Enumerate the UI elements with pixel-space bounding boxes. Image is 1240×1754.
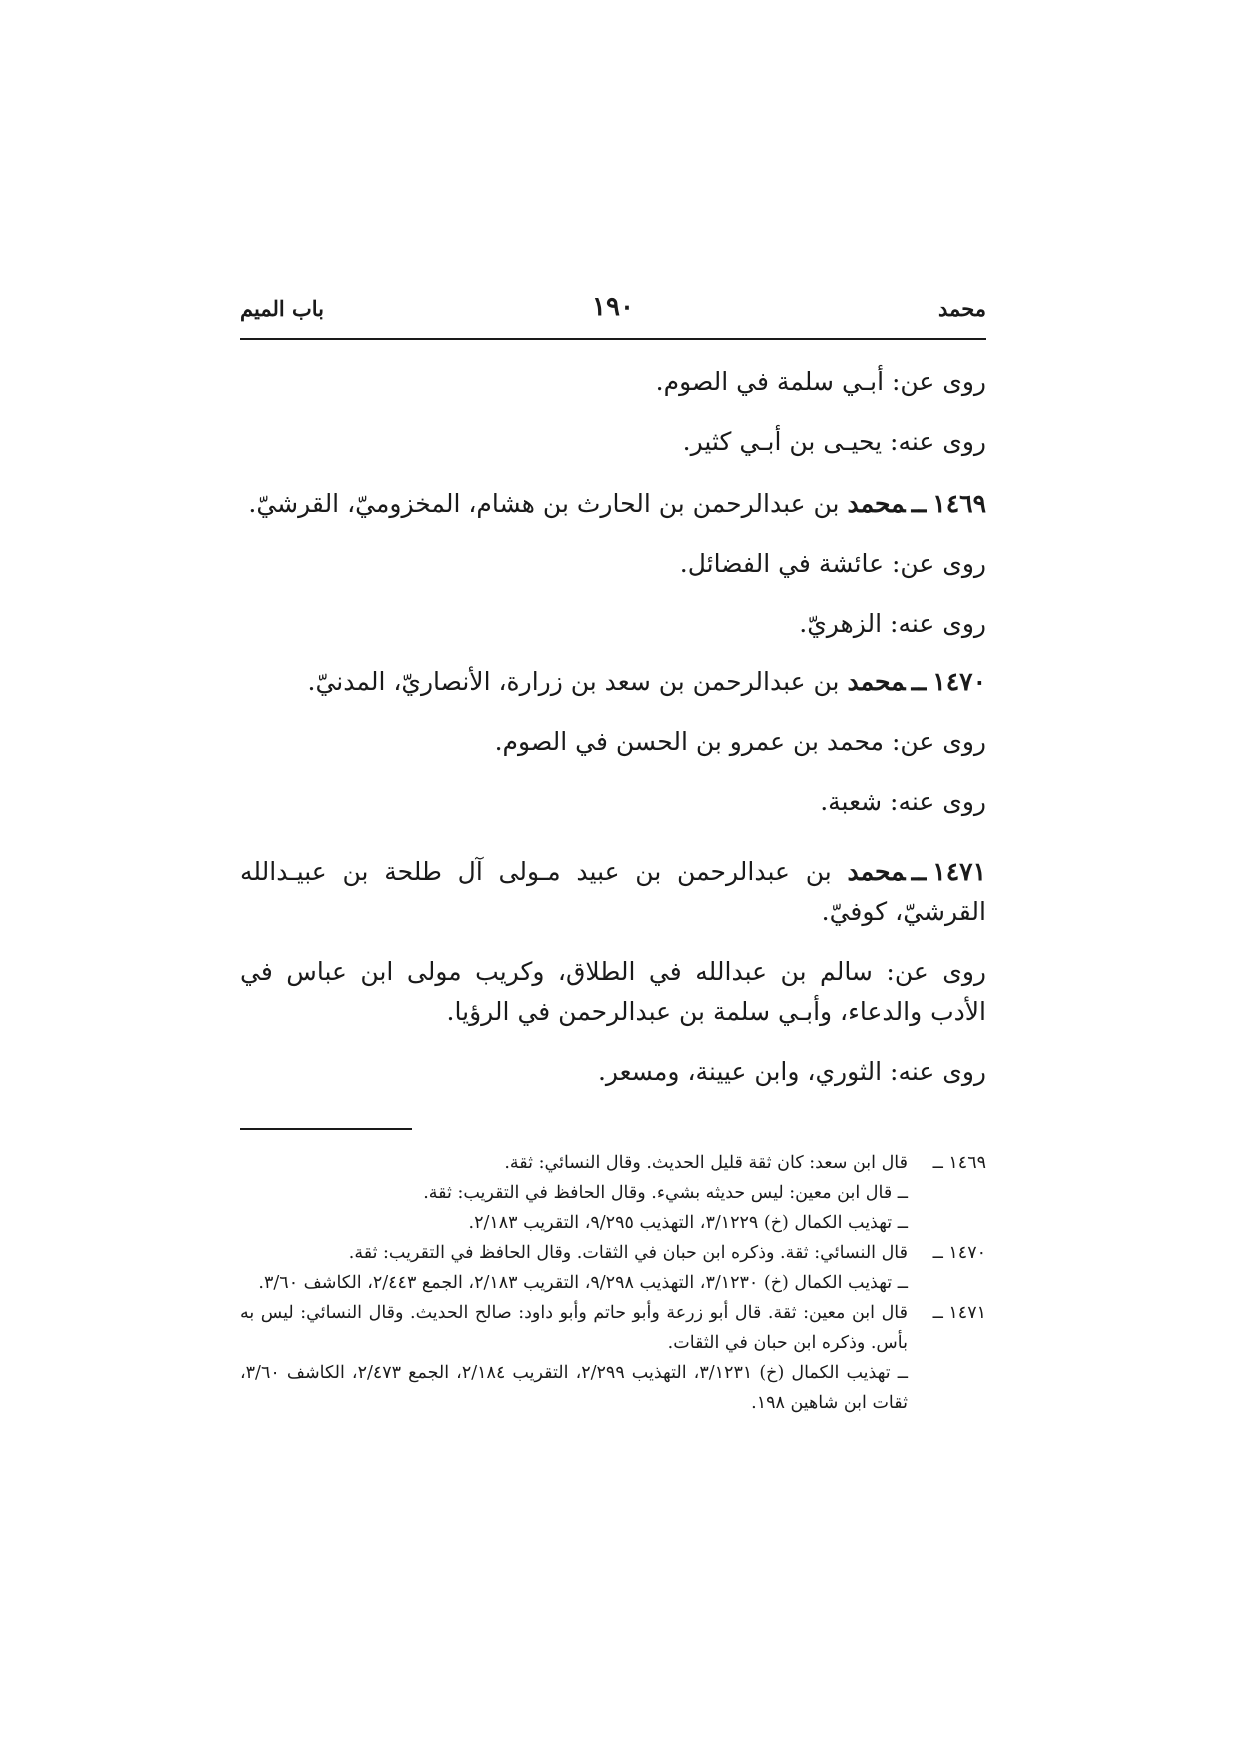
footnote-1471 bbox=[240, 1298, 986, 1418]
main-text bbox=[240, 362, 986, 1092]
entry-dash: ــ bbox=[911, 489, 927, 518]
footnote-number: ١٤٧٠ ــ bbox=[932, 1243, 986, 1263]
running-head-chapter: باب الميم bbox=[240, 296, 325, 321]
entry-lineage: بن عبدالرحمن بن سعد بن زرارة، الأنصاريّ، المدنيّ. bbox=[307, 667, 840, 696]
footnote-rule bbox=[240, 1128, 412, 1130]
footnotes bbox=[240, 1148, 986, 1418]
running-head bbox=[240, 292, 986, 330]
entry-number: ١٤٧١ bbox=[932, 857, 986, 886]
entry-name: محمد bbox=[847, 857, 906, 886]
narrated-from-line: روى عن: سالم بن عبدالله في الطلاق، وكريب مولى ابن عباس في الأدب والدعاء، وأبـي سلمة بن عبدالرحمن في الرؤيا. bbox=[240, 957, 986, 1026]
entry-name: محمد bbox=[847, 667, 906, 696]
narrated-from-line: روى عن: أبـي سلمة في الصوم. bbox=[655, 367, 986, 396]
footnote-1470 bbox=[240, 1238, 986, 1298]
entry-1470 bbox=[240, 662, 986, 702]
entry-lineage: بن عبدالرحمن بن الحارث بن هشام، المخزوميّ، القرشيّ. bbox=[248, 489, 840, 518]
entry-number: ١٤٧٠ bbox=[932, 667, 986, 696]
narrated-by-line: روى عنه: الثوري، وابن عيينة، ومسعر. bbox=[597, 1057, 986, 1086]
footnote-text bbox=[240, 1238, 908, 1298]
narrated-by-line: روى عنه: يحيـى بن أبـي كثير. bbox=[682, 427, 986, 456]
narrated-from-line: روى عن: محمد بن عمرو بن الحسن في الصوم. bbox=[494, 727, 986, 756]
footnote-line: قال النسائي: ثقة. وذكره ابن حبان في الثقات. وقال الحافظ في التقريب: ثقة. bbox=[348, 1243, 908, 1263]
entry-number: ١٤٦٩ bbox=[932, 489, 986, 518]
footnote-line: ــ تهذيب الكمال (خ) ٣/١٢٣١، التهذيب ٢/٢٩٩، التقريب ٢/١٨٤، الجمع ٢/٤٧٣، الكاشف ٣/٦٠، ثقات ابن شاهين ١٩٨. bbox=[240, 1363, 909, 1413]
narrated-from-line: روى عن: عائشة في الفضائل. bbox=[679, 549, 986, 578]
entry-name: محمد bbox=[847, 489, 906, 518]
narrated-by-line: روى عنه: شعبة. bbox=[820, 787, 986, 816]
footnote-line: ــ تهذيب الكمال (خ) ٣/١٢٣٠، التهذيب ٩/٢٩٨، التقريب ٢/١٨٣، الجمع ٢/٤٤٣، الكاشف ٣/٦٠. bbox=[258, 1273, 908, 1293]
entry-dash: ــ bbox=[911, 667, 927, 696]
footnote-number: ١٤٦٩ ــ bbox=[932, 1153, 986, 1173]
footnote-line: ــ قال ابن معين: ليس حديثه بشيء. وقال الحافظ في التقريب: ثقة. bbox=[423, 1183, 908, 1203]
running-head-entry-name: محمد bbox=[938, 296, 986, 321]
footnote-text bbox=[240, 1148, 908, 1238]
footnote-line: قال ابن معين: ثقة. قال أبو زرعة وأبو حاتم وأبو داود: صالح الحديث. وقال النسائي: ليس به بأس. وذكره ابن حبان في الثقات. bbox=[240, 1303, 908, 1353]
footnote-line: ــ تهذيب الكمال (خ) ٣/١٢٢٩، التهذيب ٩/٢٩٥، التقريب ٢/١٨٣. bbox=[468, 1213, 908, 1233]
footnote-text bbox=[240, 1298, 908, 1418]
footnote-1469 bbox=[240, 1148, 986, 1238]
header-rule bbox=[240, 338, 986, 340]
entry-1469 bbox=[240, 484, 986, 524]
entry-dash: ــ bbox=[911, 857, 927, 886]
footnote-number: ١٤٧١ ــ bbox=[932, 1303, 986, 1323]
page-number: ١٩٠ bbox=[592, 292, 634, 322]
entry-1471 bbox=[240, 852, 986, 932]
footnote-line: قال ابن سعد: كان ثقة قليل الحديث. وقال النسائي: ثقة. bbox=[504, 1153, 908, 1173]
entry-lineage: بن عبدالرحمن بن عبيد مـولى آل طلحة بن عبيـدالله القرشيّ، كوفيّ. bbox=[240, 857, 986, 926]
book-page bbox=[240, 0, 986, 1754]
narrated-by-line: روى عنه: الزهريّ. bbox=[799, 609, 986, 638]
